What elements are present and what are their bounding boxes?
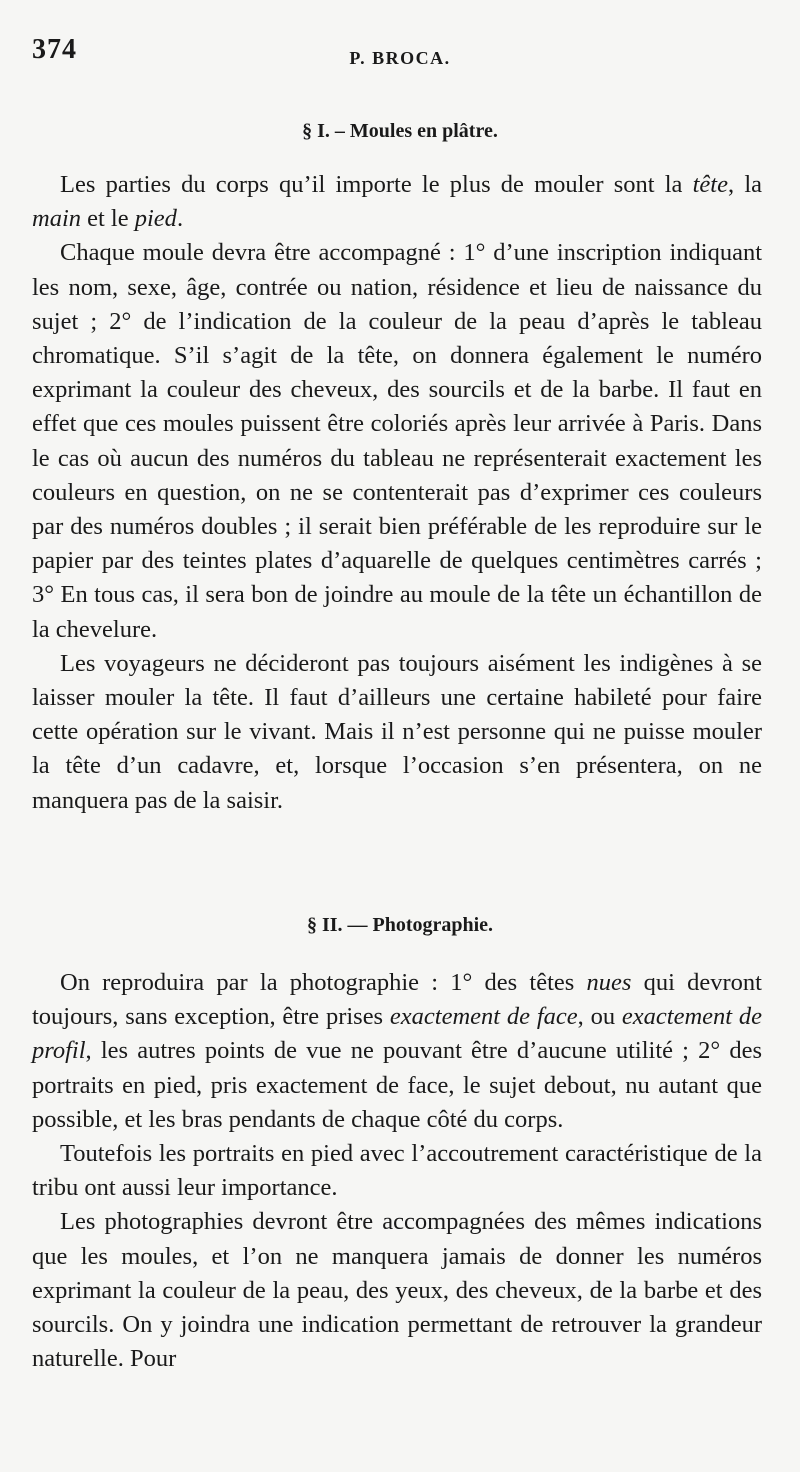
- text-run: et le: [81, 205, 135, 233]
- text-run: Chaque moule devra être accompagné : 1° d’une inscription indiquant les nom, sexe, âge, contrée ou nation, résidence et lieu de naissance du sujet ; 2° de l’indication de la couleur de la peau d’après le tableau chromatique. S’il s’agit de la tête, on donnera également le numéro exprimant la couleur des cheveux, des sourcils et de la barbe. Il faut en effet que ces moules puissent être coloriés après leur arrivée à Paris. Dans le cas où aucun des numéros du tableau ne représenterait exactement les couleurs en question, on ne se contenterait pas d’exprimer ces couleurs par des numéros doubles ; il serait bien préférable de les reproduire sur le papier par des teintes plates d’aquarelle de quelques centimètres carrés ; 3° En tous cas, il sera bon de joindre au moule de la tête un échantillon de la chevelure.: [32, 239, 762, 643]
- section-body-photographie: [32, 966, 762, 1376]
- page-number: 374: [32, 34, 77, 65]
- section-heading-moules: § I. – Moules en plâtre.: [302, 120, 498, 142]
- text-run: .: [176, 205, 184, 233]
- paragraph: [32, 1137, 762, 1205]
- text-run: , les autres points de vue ne pouvant être d’aucune utilité ; 2° des portraits en pied, pris exactement de face, le sujet debout, nu autant que possible, et les bras pendants de chaque côté du corps.: [32, 1037, 762, 1133]
- running-head: P. BROCA.: [349, 48, 451, 68]
- paragraph: [32, 168, 762, 236]
- text-run: qui devront toujours, sans exception, être prises: [32, 969, 762, 1031]
- italic-run: exactement de profil: [32, 1003, 763, 1065]
- text-run: Les parties du corps qu’il importe le plus de mouler sont la: [60, 171, 693, 198]
- text-run: Les photographies devront être accompagnées des mêmes indications que les moules, et l’on ne manquera jamais de donner les numéros exprimant la couleur de la peau, des yeux, des cheveux, de la barbe et des sourcils. On y joindra une indication permettant de retrouver la grandeur naturelle. Pour: [32, 1208, 762, 1373]
- paragraph: [32, 966, 762, 1137]
- section-body-moules: [32, 168, 762, 818]
- italic-run: pied: [134, 205, 177, 233]
- italic-run: main: [32, 205, 81, 233]
- text-run: On reproduira par la photographie : 1° des têtes: [60, 969, 587, 996]
- italic-run: tête: [692, 171, 728, 198]
- italic-run: nues: [586, 969, 632, 996]
- text-run: , la: [728, 171, 762, 198]
- paragraph: [32, 236, 762, 646]
- paragraph: [32, 647, 762, 818]
- italic-run: exactement de face: [389, 1003, 578, 1031]
- paragraph: [32, 1205, 762, 1376]
- section-heading-photographie: § II. — Photographie.: [306, 914, 494, 936]
- text-run: , ou: [577, 1003, 622, 1031]
- text-run: Toutefois les portraits en pied avec l’accoutrement caractéristique de la tribu ont aussi leur importance.: [32, 1140, 762, 1202]
- text-run: Les voyageurs ne décideront pas toujours aisément les indigènes à se laisser mouler la tête. Il faut d’ailleurs une certaine habileté pour faire cette opération sur le vivant. Mais il n’est personne qui ne puisse mouler la tête d’un cadavre, et, lorsque l’occasion s’en présentera, on ne manquera pas de la saisir.: [32, 649, 762, 814]
